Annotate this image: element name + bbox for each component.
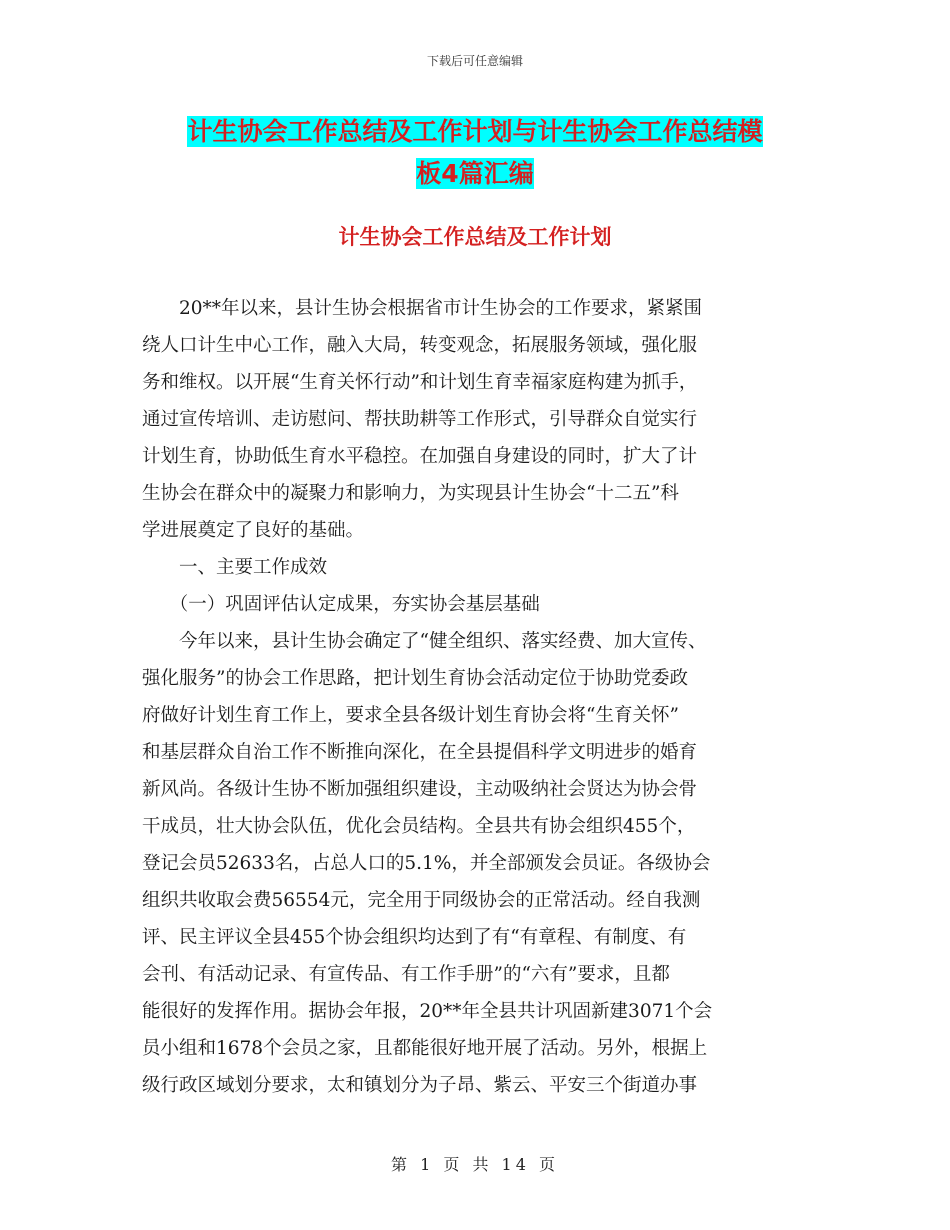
body-line: 学进展奠定了良好的基础。: [142, 520, 365, 541]
body-line: 务和维权。以开展“生育关怀行动”和计划生育幸福家庭构建为抓手，: [142, 372, 698, 393]
body-line: 级行政区域划分要求，太和镇划分为子昂、紫云、平安三个街道办事: [142, 1075, 698, 1096]
page-footer: 第 1 页 共 14 页: [391, 1155, 559, 1174]
body-line: 今年以来，县计生协会确定了“健全组织、落实经费、加大宣传、: [142, 631, 707, 652]
body-line: 能很好的发挥作用。据协会年报，20**年全县共计巩固新建3071个会: [142, 1001, 713, 1022]
section-title: 计生协会工作总结及工作计划: [338, 225, 612, 249]
document-title-text-1: 计生协会工作总结及工作计划与计生协会工作总结模: [187, 117, 763, 146]
body-line: 组织共收取会费56554元，完全用于同级协会的正常活动。经自我测: [142, 890, 701, 911]
body-line: 评、民主评议全县455个协会组织均达到了有“有章程、有制度、有: [142, 927, 687, 948]
body-line: 新风尚。各级计生协不断加强组织建设，主动吸纳社会贤达为协会骨: [142, 779, 698, 800]
body-line: 登记会员52633名，占总人口的5.1%，并全部颁发会员证。各级协会: [142, 853, 711, 874]
body-line: 强化服务”的协会工作思路，把计划生育协会活动定位于协助党委政: [142, 668, 688, 689]
body-text: [142, 290, 814, 1104]
body-line: 计划生育，协助低生育水平稳控。在加强自身建设的同时，扩大了计: [142, 446, 698, 467]
document-title-line-1: [0, 110, 950, 154]
document-title-line-2: [0, 152, 950, 196]
document-title-text-2: 板4篇汇编: [416, 159, 534, 188]
body-line: 府做好计划生育工作上，要求全县各级计划生育协会将“生育关怀”: [142, 705, 679, 726]
heading-line: 一、主要工作成效: [142, 557, 328, 578]
body-line: 会刊、有活动记录、有宣传品、有工作手册”的“六有”要求，且都: [142, 964, 670, 985]
body-line: 生协会在群众中的凝聚力和影响力，为实现县计生协会“十二五”科: [142, 483, 679, 504]
body-line: 20**年以来，县计生协会根据省市计生协会的工作要求，紧紧围: [142, 298, 703, 319]
body-line: 和基层群众自治工作不断推向深化，在全县提倡科学文明进步的婚育: [142, 742, 698, 763]
body-line: 员小组和1678个会员之家，且都能很好地开展了活动。另外，根据上: [142, 1038, 708, 1059]
body-line: 干成员，壮大协会队伍，优化会员结构。全县共有协会组织455个，: [142, 816, 696, 837]
body-line: 通过宣传培训、走访慰问、帮扶助耕等工作形式，引导群众自觉实行: [142, 409, 698, 430]
body-line: 绕人口计生中心工作，融入大局，转变观念，拓展服务领域，强化服: [142, 335, 698, 356]
header-note: 下载后可任意编辑: [426, 54, 523, 68]
subheading-line: （一）巩固评估认定成果，夯实协会基层基础: [142, 594, 540, 615]
